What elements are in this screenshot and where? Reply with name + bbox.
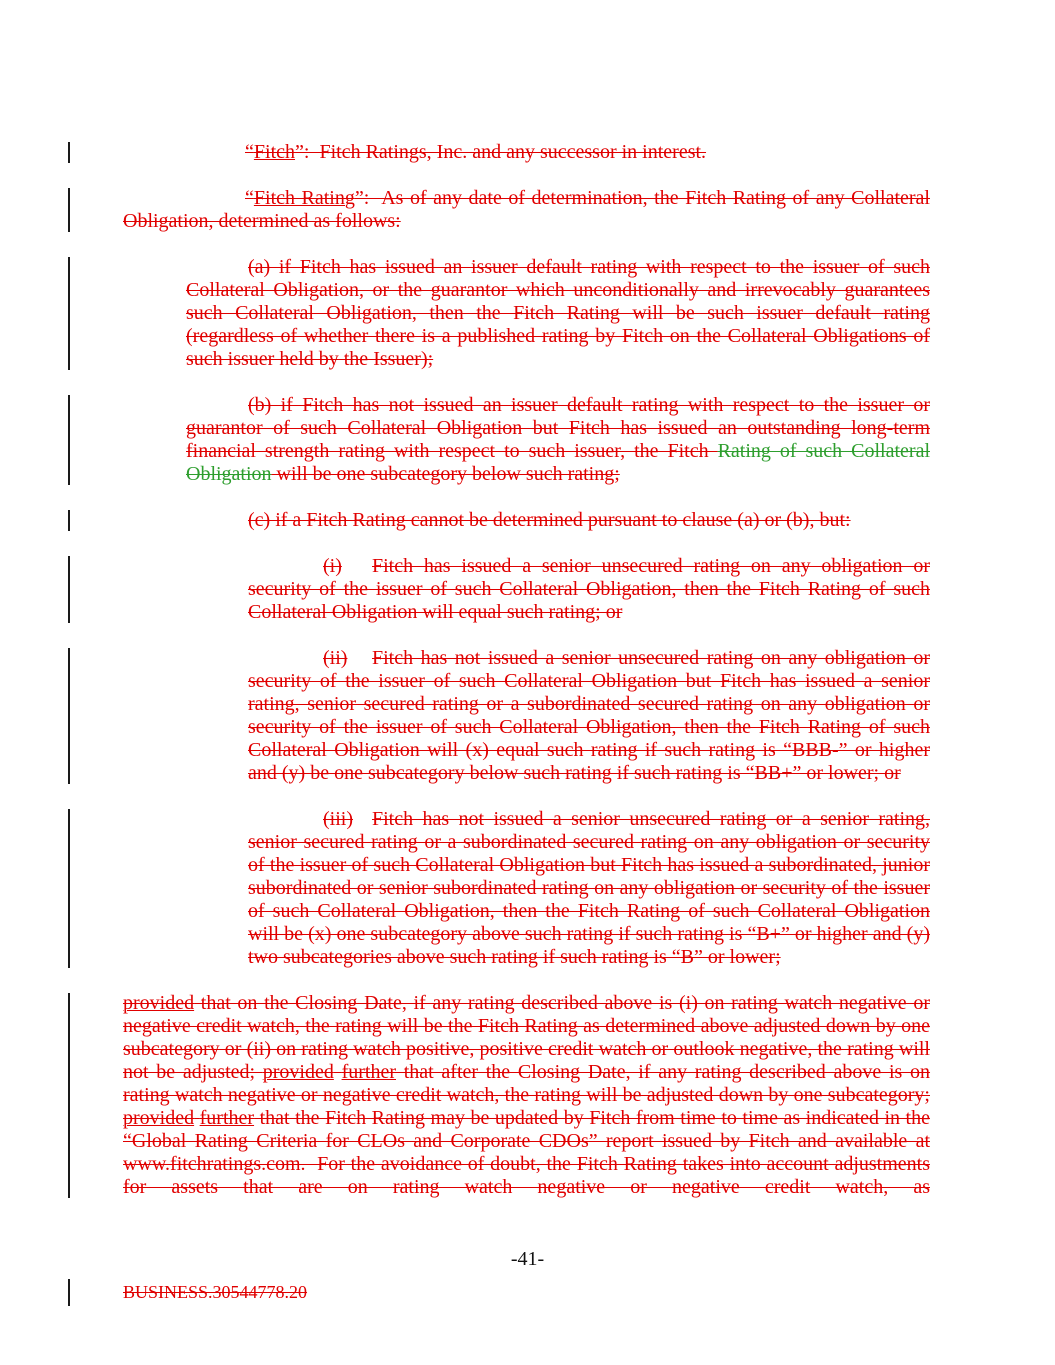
para-clause-a	[186, 256, 930, 371]
deleted-text: that after the Closing Date, if any rating described above is on rating watch negative or negative credit watch, the rating will be adjusted down by one subcategory;	[123, 1061, 931, 1106]
proviso-keyword: provided	[123, 1107, 195, 1129]
para-clause-c-i	[248, 555, 930, 624]
para-proviso	[123, 992, 930, 1199]
page-number: -41-	[510, 1248, 545, 1270]
clause-marker: (iii)	[323, 808, 353, 830]
inserted-deleted-text: Rating of such Collateral Obligation	[186, 440, 930, 485]
defined-term-fitch: Fitch	[253, 141, 296, 163]
proviso-keyword: provided	[123, 992, 195, 1014]
proviso-keyword: further	[199, 1107, 255, 1129]
clause-marker: (ii)	[323, 647, 348, 669]
deleted-text: ”: As of any date of determination, the Fitch Rating of any Collateral Obligation, determined as follows:	[123, 187, 930, 232]
deleted-text: will be one subcategory below such rating;	[271, 463, 620, 485]
para-clause-b	[186, 394, 930, 486]
deleted-text: ”: Fitch Ratings, Inc. and any successor in interest.	[295, 141, 707, 163]
defined-term-fitch-rating: Fitch Rating	[253, 187, 355, 209]
clause-marker: (i)	[323, 555, 342, 577]
deleted-text: Fitch has not issued a senior unsecured rating on any obligation or security of the issuer of such Collateral Obligation but Fitch has issued a senior rating, senior secured rating or a subordinated secured rating on any obligation or security of the issuer of such Collateral Obligation, then the Fitch Rating of such Collateral Obligation will (x) equal such rating if such rating is “BBB-” or higher and (y) be one subcategory below such rating if such rating is “BB+” or lower; or	[248, 647, 930, 784]
document-body	[123, 141, 930, 1199]
proviso-keyword: provided	[262, 1061, 334, 1083]
deleted-text: Fitch has issued a senior unsecured rating on any obligation or security of the issuer of such Collateral Obligation, then the Fitch Rating of such Collateral Obligation will equal such rating; or	[248, 555, 930, 623]
deleted-text: Fitch has not issued a senior unsecured rating or a senior rating, senior secured rating or a subordinated secured rating on any obligation or security of the issuer of such Collateral Obligation but Fitch has issued a subordinated, junior subordinated or senior subordinated rating on any obligation or security of the issuer of such Collateral Obligation, then the Fitch Rating of such Collateral Obligation will be (x) one subcategory above such rating if such rating is “B+” or higher and (y) two subcategories above such rating if such rating is “B” or lower;	[248, 808, 930, 968]
deleted-text: that on the Closing Date, if any rating described above is (i) on rating watch negative or negative credit watch, the rating will be the Fitch Rating as determined above adjusted down by one subcategory or (ii) on rating watch positive, positive credit watch or outlook negative, the rating will not be adjusted;	[123, 992, 930, 1083]
proviso-keyword: further	[341, 1061, 396, 1083]
deleted-text: (b) if Fitch has not issued an issuer default rating with respect to the issuer or guarantor of such Collateral Obligation but Fitch has issued an outstanding long-term financial strength rating with respect to such issuer, the Fitch	[186, 394, 930, 462]
para-clause-c	[186, 509, 930, 532]
document-id-footer: BUSINESS.30544778.20	[123, 1282, 308, 1302]
deleted-text: (c) if a Fitch Rating cannot be determined pursuant to clause (a) or (b), but:	[248, 509, 851, 531]
deleted-text	[334, 1061, 342, 1083]
deleted-text: “	[245, 187, 254, 209]
deleted-text: (a) if Fitch has issued an issuer default rating with respect to the issuer of such Collateral Obligation, or the guarantor which unconditionally and irrevocably guarantees such Collateral Obligation, then the Fitch Rating will be such issuer default rating (regardless of whether there is a published rating by Fitch on the Collateral Obligations of such issuer held by the Issuer);	[186, 256, 930, 370]
para-clause-c-iii	[248, 808, 930, 969]
deleted-text: that the Fitch Rating may be updated by Fitch from time to time as indicated in the “Global Rating Criteria for CLOs and Corporate CDOs” report issued by Fitch and available at www.fitchratings.com. For the avoidance of doubt, the Fitch Rating takes into account adjustments for assets that are on rating watch negative or negative credit watch, as	[123, 1107, 930, 1198]
para-fitch-definition	[123, 141, 930, 164]
para-clause-c-ii	[248, 647, 930, 785]
deleted-text: “	[245, 141, 254, 163]
para-fitch-rating-definition	[123, 187, 930, 233]
